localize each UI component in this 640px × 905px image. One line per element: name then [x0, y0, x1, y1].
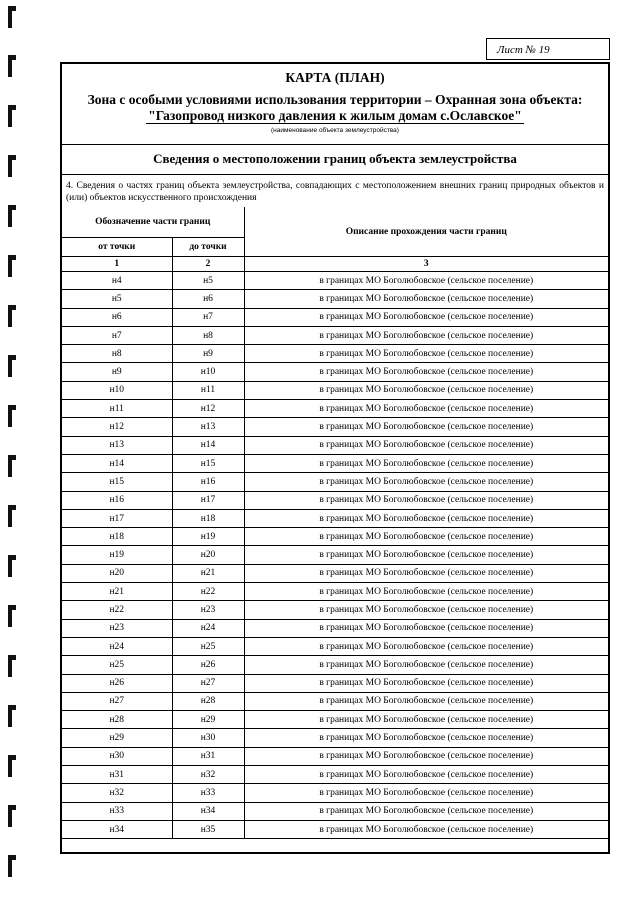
- to-point-cell: н16: [172, 473, 244, 491]
- binding-mark: [6, 655, 16, 679]
- column-number-1: 1: [62, 257, 172, 272]
- from-point-cell: н20: [62, 564, 172, 582]
- to-point-cell: н20: [172, 546, 244, 564]
- to-point-cell: н13: [172, 418, 244, 436]
- to-point-cell: н19: [172, 528, 244, 546]
- table-row: [62, 820, 608, 838]
- document-subtitle: Зона с особыми условиями использования территории – Охранная зона объекта:: [87, 92, 583, 107]
- to-point-cell: н26: [172, 656, 244, 674]
- document-title: КАРТА (ПЛАН): [285, 70, 385, 85]
- to-point-cell: н25: [172, 637, 244, 655]
- to-point-cell: н30: [172, 729, 244, 747]
- table-row: [62, 436, 608, 454]
- table-row: [62, 711, 608, 729]
- description-cell: в границах МО Боголюбовское (сельское поселение): [244, 784, 608, 802]
- table-row: [62, 601, 608, 619]
- document-frame: [60, 62, 610, 854]
- from-point-cell: н32: [62, 784, 172, 802]
- binding-mark: [6, 205, 16, 229]
- table-row: [62, 381, 608, 399]
- description-cell: в границах МО Боголюбовское (сельское поселение): [244, 491, 608, 509]
- description-cell: в границах МО Боголюбовское (сельское поселение): [244, 711, 608, 729]
- binding-marks: [6, 0, 20, 905]
- section-note: 4. Сведения о частях границ объекта землеустройства, совпадающих с местоположением внешних границ природных объектов и (или) объектов искусственного происхождения: [66, 181, 604, 203]
- binding-mark: [6, 805, 16, 829]
- from-point-cell: н27: [62, 692, 172, 710]
- binding-mark: [6, 55, 16, 79]
- to-point-cell: н6: [172, 290, 244, 308]
- to-point-cell: н22: [172, 583, 244, 601]
- description-cell: в границах МО Боголюбовское (сельское поселение): [244, 692, 608, 710]
- to-point-cell: н7: [172, 308, 244, 326]
- to-point-cell: н12: [172, 400, 244, 418]
- from-point-cell: н17: [62, 509, 172, 527]
- table-row: [62, 528, 608, 546]
- table-row: [62, 747, 608, 765]
- to-point-cell: н10: [172, 363, 244, 381]
- to-point-header: до точки: [172, 238, 244, 257]
- table-row: [62, 509, 608, 527]
- from-point-cell: н4: [62, 272, 172, 290]
- to-point-cell: н23: [172, 601, 244, 619]
- table-row: [62, 290, 608, 308]
- table-row: [62, 418, 608, 436]
- to-point-cell: н29: [172, 711, 244, 729]
- from-point-cell: н5: [62, 290, 172, 308]
- to-point-cell: н33: [172, 784, 244, 802]
- from-point-cell: н25: [62, 656, 172, 674]
- description-cell: в границах МО Боголюбовское (сельское поселение): [244, 363, 608, 381]
- binding-mark: [6, 755, 16, 779]
- table-row: [62, 692, 608, 710]
- to-point-cell: н21: [172, 564, 244, 582]
- table-row: [62, 308, 608, 326]
- description-cell: в границах МО Боголюбовское (сельское поселение): [244, 766, 608, 784]
- to-point-cell: н27: [172, 674, 244, 692]
- from-point-cell: н33: [62, 802, 172, 820]
- binding-mark: [6, 555, 16, 579]
- description-cell: в границах МО Боголюбовское (сельское поселение): [244, 272, 608, 290]
- table-row: [62, 784, 608, 802]
- object-name-caption: (наименование объекта землеустройства): [271, 127, 399, 134]
- table-row: [62, 802, 608, 820]
- to-point-cell: н18: [172, 509, 244, 527]
- object-name-line: [62, 108, 608, 124]
- description-cell: в границах МО Боголюбовское (сельское поселение): [244, 326, 608, 344]
- column-number-2: 2: [172, 257, 244, 272]
- from-point-cell: н18: [62, 528, 172, 546]
- description-cell: в границах МО Боголюбовское (сельское поселение): [244, 802, 608, 820]
- to-point-cell: н32: [172, 766, 244, 784]
- description-cell: в границах МО Боголюбовское (сельское поселение): [244, 564, 608, 582]
- binding-mark: [6, 705, 16, 729]
- object-name: "Газопровод низкого давления к жилым домам с.Ославское": [148, 108, 522, 123]
- table-row: [62, 637, 608, 655]
- description-cell: в границах МО Боголюбовское (сельское поселение): [244, 619, 608, 637]
- description-cell: в границах МО Боголюбовское (сельское поселение): [244, 656, 608, 674]
- from-point-cell: н28: [62, 711, 172, 729]
- from-point-cell: н15: [62, 473, 172, 491]
- description-cell: в границах МО Боголюбовское (сельское поселение): [244, 400, 608, 418]
- from-point-cell: н22: [62, 601, 172, 619]
- table-row: [62, 454, 608, 472]
- to-point-cell: н28: [172, 692, 244, 710]
- table-row: [62, 345, 608, 363]
- to-point-cell: н31: [172, 747, 244, 765]
- from-point-cell: н21: [62, 583, 172, 601]
- group-header: Обозначение части границ: [62, 207, 244, 238]
- from-point-cell: н14: [62, 454, 172, 472]
- column-number-3: 3: [244, 257, 608, 272]
- boundary-table: [62, 207, 608, 839]
- binding-mark: [6, 105, 16, 129]
- to-point-cell: н5: [172, 272, 244, 290]
- table-row: [62, 473, 608, 491]
- from-point-cell: н10: [62, 381, 172, 399]
- to-point-cell: н14: [172, 436, 244, 454]
- table-row: [62, 656, 608, 674]
- to-point-cell: н24: [172, 619, 244, 637]
- description-cell: в границах МО Боголюбовское (сельское поселение): [244, 473, 608, 491]
- binding-mark: [6, 6, 16, 30]
- description-cell: в границах МО Боголюбовское (сельское поселение): [244, 454, 608, 472]
- description-cell: в границах МО Боголюбовское (сельское поселение): [244, 601, 608, 619]
- from-point-cell: н23: [62, 619, 172, 637]
- description-cell: в границах МО Боголюбовское (сельское поселение): [244, 528, 608, 546]
- to-point-cell: н35: [172, 820, 244, 838]
- from-point-cell: н29: [62, 729, 172, 747]
- section-title: Сведения о местоположении границ объекта землеустройства: [62, 144, 608, 175]
- description-cell: в границах МО Боголюбовское (сельское поселение): [244, 290, 608, 308]
- description-cell: в границах МО Боголюбовское (сельское поселение): [244, 345, 608, 363]
- description-cell: в границах МО Боголюбовское (сельское поселение): [244, 436, 608, 454]
- binding-mark: [6, 455, 16, 479]
- table-row: [62, 674, 608, 692]
- to-point-cell: н9: [172, 345, 244, 363]
- binding-mark: [6, 255, 16, 279]
- from-point-cell: н8: [62, 345, 172, 363]
- binding-mark: [6, 305, 16, 329]
- description-cell: в границах МО Боголюбовское (сельское поселение): [244, 820, 608, 838]
- from-point-cell: н6: [62, 308, 172, 326]
- to-point-cell: н11: [172, 381, 244, 399]
- sheet-number-label: Лист № 19: [486, 38, 610, 60]
- from-point-header: от точки: [62, 238, 172, 257]
- table-row: [62, 491, 608, 509]
- from-point-cell: н11: [62, 400, 172, 418]
- to-point-cell: н17: [172, 491, 244, 509]
- to-point-cell: н34: [172, 802, 244, 820]
- table-row: [62, 400, 608, 418]
- binding-mark: [6, 355, 16, 379]
- from-point-cell: н26: [62, 674, 172, 692]
- table-row: [62, 326, 608, 344]
- description-cell: в границах МО Боголюбовское (сельское поселение): [244, 729, 608, 747]
- from-point-cell: н16: [62, 491, 172, 509]
- description-header: Описание прохождения части границ: [244, 207, 608, 257]
- binding-mark: [6, 605, 16, 629]
- table-row: [62, 619, 608, 637]
- from-point-cell: н19: [62, 546, 172, 564]
- from-point-cell: н24: [62, 637, 172, 655]
- binding-mark: [6, 405, 16, 429]
- table-row: [62, 766, 608, 784]
- from-point-cell: н31: [62, 766, 172, 784]
- from-point-cell: н12: [62, 418, 172, 436]
- from-point-cell: н9: [62, 363, 172, 381]
- description-cell: в границах МО Боголюбовское (сельское поселение): [244, 308, 608, 326]
- description-cell: в границах МО Боголюбовское (сельское поселение): [244, 418, 608, 436]
- table-row: [62, 546, 608, 564]
- description-cell: в границах МО Боголюбовское (сельское поселение): [244, 747, 608, 765]
- binding-mark: [6, 505, 16, 529]
- table-row: [62, 729, 608, 747]
- to-point-cell: н15: [172, 454, 244, 472]
- from-point-cell: н34: [62, 820, 172, 838]
- table-row: [62, 363, 608, 381]
- description-cell: в границах МО Боголюбовское (сельское поселение): [244, 674, 608, 692]
- table-row: [62, 564, 608, 582]
- document-header: [62, 64, 608, 145]
- binding-mark: [6, 155, 16, 179]
- binding-mark: [6, 855, 16, 879]
- description-cell: в границах МО Боголюбовское (сельское поселение): [244, 546, 608, 564]
- to-point-cell: н8: [172, 326, 244, 344]
- from-point-cell: н30: [62, 747, 172, 765]
- from-point-cell: н7: [62, 326, 172, 344]
- table-row: [62, 272, 608, 290]
- table-row: [62, 583, 608, 601]
- description-cell: в границах МО Боголюбовское (сельское поселение): [244, 381, 608, 399]
- from-point-cell: н13: [62, 436, 172, 454]
- description-cell: в границах МО Боголюбовское (сельское поселение): [244, 509, 608, 527]
- description-cell: в границах МО Боголюбовское (сельское поселение): [244, 583, 608, 601]
- description-cell: в границах МО Боголюбовское (сельское поселение): [244, 637, 608, 655]
